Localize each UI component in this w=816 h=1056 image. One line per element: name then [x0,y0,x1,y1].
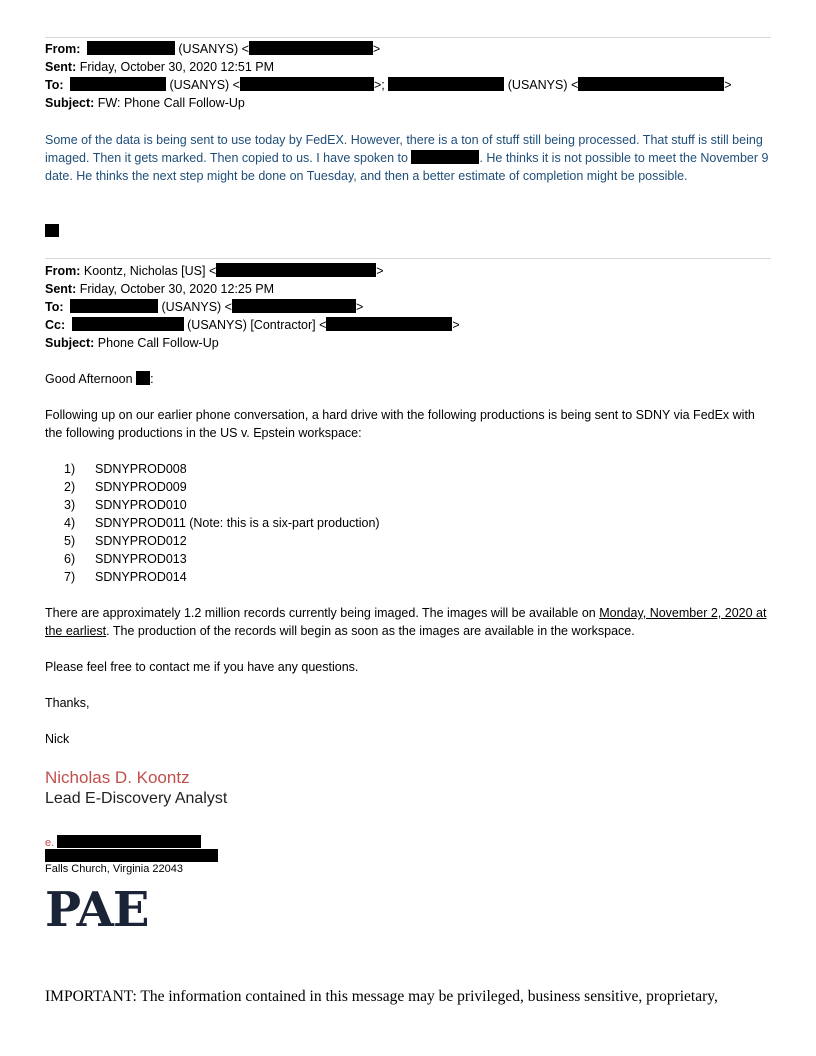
list-text: SDNYPROD008 [95,462,187,476]
redaction-block [45,849,218,862]
list-text: SDNYPROD012 [95,534,187,548]
list-number: 4) [64,516,76,530]
redaction-block [45,224,59,237]
email1-from-line [45,40,380,58]
from-label: From: [45,42,81,56]
greeting-text: Good Afternoon [45,372,133,386]
redaction-block [70,299,158,313]
to-org1: (USANYS) < [169,78,240,92]
to-org2: (USANYS) < [507,78,579,92]
list-item [64,478,380,496]
to-sep: >; [374,78,385,92]
redaction-block [70,77,166,91]
sender-first-name: Nick [45,732,70,746]
redaction-block [578,77,724,91]
from-value: Koontz, Nicholas [US] < [83,264,217,278]
list-number: 6) [64,552,76,566]
email2-sent-line [45,280,274,298]
greeting-end: : [150,372,154,386]
production-list [64,460,380,586]
to-label: To: [45,78,64,92]
sent-label: Sent: [45,60,77,74]
list-item [64,568,380,586]
signature-email-line [45,835,201,849]
subject-value: Phone Call Follow-Up [97,336,219,350]
list-text: SDNYPROD011 (Note: this is a six-part production) [95,516,380,530]
email-label: e. [45,837,55,849]
intro-paragraph: Following up on our earlier phone conversation, a hard drive with the following productions is being sent to SDNY via FedEx with the following productions in the US v. Epstein workspace: [45,408,755,440]
thanks-line: Thanks, [45,696,90,710]
to-label: To: [45,300,64,314]
subject-label: Subject: [45,336,95,350]
records-part-b: . The production of the records will begin as soon as the images are available in the workspace. [106,624,635,638]
list-text: SDNYPROD009 [95,480,187,494]
redaction-block [388,77,504,91]
list-number: 1) [64,462,76,476]
cc-label: Cc: [45,318,66,332]
subject-value: FW: Phone Call Follow-Up [97,96,245,110]
records-part-a: There are approximately 1.2 million records currently being imaged. The images will be available on [45,606,600,620]
contact-line: Please feel free to contact me if you have any questions. [45,660,359,674]
sent-label: Sent: [45,282,77,296]
redaction-block [240,77,374,91]
signature-address: Falls Church, Virginia 22043 [45,863,183,875]
redaction-block [87,41,175,55]
redaction-block [326,317,452,331]
list-number: 7) [64,570,76,584]
redaction-block [232,299,356,313]
list-number: 2) [64,480,76,494]
list-text: SDNYPROD010 [95,498,187,512]
from-end: > [372,42,381,56]
email2-to-line [45,298,363,316]
to-end: > [356,300,364,314]
body-part-a: Some of the data is being sent to use today by FedEX. However, there is a ton of stuff still being processed. That stuff is still being imaged. Then it gets marked. Then copied to us. I have spoken to [45,133,763,165]
list-item [64,550,380,568]
divider [45,258,771,259]
list-number: 5) [64,534,76,548]
list-item [64,514,380,532]
list-item [64,532,380,550]
email2-subject-line [45,334,219,352]
email1-body [45,131,771,185]
email2-cc-line [45,316,460,334]
important-notice: IMPORTANT: The information contained in this message may be privileged, business sensitive, proprietary, [45,988,718,1005]
redaction-block [249,41,373,55]
list-item [64,496,380,514]
list-text: SDNYPROD014 [95,570,187,584]
top-divider [45,37,771,38]
redaction-block [72,317,184,331]
email1-subject-line [45,94,245,112]
cc-org: (USANYS) [Contractor] < [187,318,327,332]
list-text: SDNYPROD013 [95,552,187,566]
cc-end: > [452,318,460,332]
list-item [64,460,380,478]
redaction-block [216,263,376,277]
from-label: From: [45,264,81,278]
email1-to-line [45,76,732,94]
from-org: (USANYS) < [178,42,249,56]
sent-value: Friday, October 30, 2020 12:25 PM [79,282,275,296]
redaction-block [411,150,479,164]
signature-title: Lead E-Discovery Analyst [45,790,228,807]
redaction-block [136,371,150,385]
body-part-b: . He thinks it is not possible to meet the November 9 date. He thinks the next step might be done on Tuesday, and then a better estimate of completion might be possible. [45,151,769,183]
records-date: Monday, November 2, 2020 at the earliest [45,606,767,638]
sent-value: Friday, October 30, 2020 12:51 PM [79,60,275,74]
pae-logo: PAE [45,882,149,938]
subject-label: Subject: [45,96,95,110]
to-org: (USANYS) < [161,300,232,314]
greeting [45,370,154,388]
to-end: > [724,78,732,92]
email1-sent-line [45,58,274,76]
records-paragraph [45,604,771,640]
from-end: > [376,264,384,278]
email2-from-line [45,262,384,280]
list-number: 3) [64,498,76,512]
redaction-block [57,835,201,848]
signature-name: Nicholas D. Koontz [45,768,190,787]
